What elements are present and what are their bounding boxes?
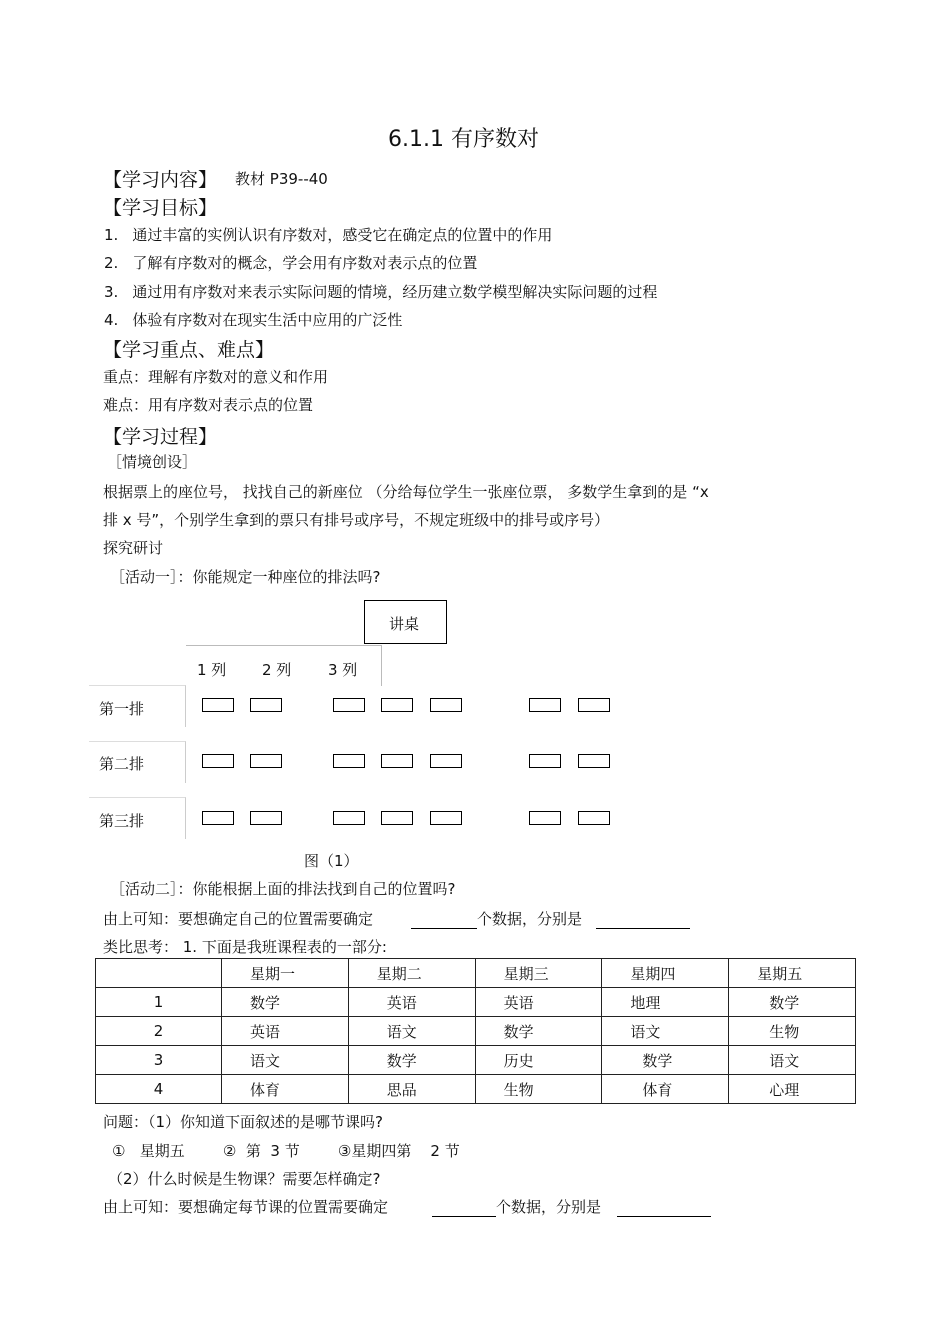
column-label: 1 列	[197, 661, 227, 679]
seat	[250, 811, 282, 825]
seat	[529, 811, 561, 825]
table-cell: 语文	[729, 1046, 856, 1075]
scenario-line: 根据票上的座位号， 找找自己的新座位 （分给每位学生一张座位票， 多数学生拿到的是 “x	[103, 483, 709, 501]
content-text: 教材 P39--40	[235, 170, 328, 188]
goals-heading: 【学习目标】	[103, 197, 218, 219]
seat	[430, 811, 462, 825]
seat	[430, 698, 462, 712]
lectern-label: 讲桌	[389, 615, 420, 633]
table-cell: 4	[96, 1075, 222, 1104]
key-point: 重点：理解有序数对的意义和作用	[103, 368, 329, 386]
goal-item: 1. 通过丰富的实例认识有序数对，感受它在确定点的位置中的作用	[104, 226, 553, 244]
row-label: 第三排	[99, 812, 145, 830]
seat	[202, 754, 234, 768]
table-cell: 英语	[222, 1017, 349, 1046]
seat	[381, 811, 413, 825]
table-cell: 语文	[348, 1017, 475, 1046]
conclusion-one	[103, 908, 690, 929]
row-label: 第一排	[99, 700, 145, 718]
analogy-line: 类比思考： 1. 下面是我班课程表的一部分:	[103, 938, 387, 956]
seat	[202, 698, 234, 712]
table-cell: 1	[96, 988, 222, 1017]
question-one: 问题：（1）你知道下面叙述的是哪节课吗?	[103, 1113, 384, 1131]
seat	[578, 698, 610, 712]
table-cell: 3	[96, 1046, 222, 1075]
key-heading: 【学习重点、难点】	[103, 339, 275, 361]
seat	[529, 698, 561, 712]
seat	[333, 754, 365, 768]
table-header	[96, 959, 222, 988]
page-title: 6.1.1 有序数对	[388, 127, 539, 152]
seat	[430, 754, 462, 768]
table-header: 星期二	[348, 959, 475, 988]
answer-blank[interactable]	[617, 1200, 711, 1217]
table-cell: 英语	[475, 988, 602, 1017]
row-label: 第二排	[99, 755, 145, 773]
seat	[333, 811, 365, 825]
table-header: 星期三	[475, 959, 602, 988]
seat	[202, 811, 234, 825]
table-row	[96, 988, 856, 1017]
table-header: 星期四	[602, 959, 729, 988]
content-heading: 【学习内容】	[103, 169, 218, 191]
difficult-point: 难点：用有序数对表示点的位置	[103, 396, 314, 414]
seat	[578, 754, 610, 768]
question-two: （2）什么时候是生物课？需要怎样确定?	[108, 1170, 381, 1188]
seat	[578, 811, 610, 825]
table-cell: 地理	[602, 988, 729, 1017]
seat	[381, 698, 413, 712]
column-label: 2 列	[262, 661, 292, 679]
table-cell: 语文	[602, 1017, 729, 1046]
table-cell: 2	[96, 1017, 222, 1046]
table-cell: 数学	[602, 1046, 729, 1075]
goal-item: 4. 体验有序数对在现实生活中应用的广泛性	[104, 311, 403, 329]
conclusion-two	[103, 1196, 711, 1217]
conclusion-two-tail: 个数据，分别是	[496, 1198, 602, 1216]
process-heading: 【学习过程】	[103, 426, 218, 448]
table-cell: 生物	[475, 1075, 602, 1104]
answer-blank[interactable]	[596, 912, 690, 929]
table-header-row	[96, 959, 856, 988]
table-cell: 数学	[222, 988, 349, 1017]
table-cell: 思品	[348, 1075, 475, 1104]
seat	[333, 698, 365, 712]
seat	[250, 698, 282, 712]
question-one-items: ① 星期五 ② 第 3 节 ③星期四第 2 节	[112, 1142, 460, 1160]
table-cell: 英语	[348, 988, 475, 1017]
column-label: 3 列	[328, 661, 358, 679]
table-row	[96, 1017, 856, 1046]
table-cell: 历史	[475, 1046, 602, 1075]
table-row	[96, 1046, 856, 1075]
table-row	[96, 1075, 856, 1104]
activity-one: ［活动一］：你能规定一种座位的排法吗?	[110, 568, 381, 586]
figure-caption: 图（1）	[304, 852, 359, 870]
table-cell: 体育	[602, 1075, 729, 1104]
table-header: 星期一	[222, 959, 349, 988]
table-cell: 数学	[348, 1046, 475, 1075]
answer-blank[interactable]	[411, 912, 477, 929]
goal-item: 3. 通过用有序数对来表示实际问题的情境，经历建立数学模型解决实际问题的过程	[104, 283, 658, 301]
seat	[529, 754, 561, 768]
scenario-line: 排 x 号”，个别学生拿到的票只有排号或序号，不规定班级中的排号或序号）	[103, 511, 610, 529]
table-header: 星期五	[729, 959, 856, 988]
table-cell: 语文	[222, 1046, 349, 1075]
class-schedule-table	[95, 958, 856, 1104]
answer-blank[interactable]	[432, 1200, 496, 1217]
activity-two: ［活动二］：你能根据上面的排法找到自己的位置吗?	[110, 880, 456, 898]
table-cell: 数学	[475, 1017, 602, 1046]
conclusion-two-text: 由上可知：要想确定每节课的位置需要确定	[103, 1198, 389, 1216]
table-cell: 生物	[729, 1017, 856, 1046]
table-cell: 心理	[729, 1075, 856, 1104]
goal-item: 2. 了解有序数对的概念，学会用有序数对表示点的位置	[104, 254, 478, 272]
table-cell: 数学	[729, 988, 856, 1017]
conclusion-one-text: 由上可知：要想确定自己的位置需要确定	[103, 910, 374, 928]
seat	[250, 754, 282, 768]
conclusion-one-tail: 个数据，分别是	[477, 910, 583, 928]
explore-label: 探究研讨	[103, 539, 164, 557]
scenario-label: ［情境创设］	[107, 453, 198, 471]
table-cell: 体育	[222, 1075, 349, 1104]
seat	[381, 754, 413, 768]
